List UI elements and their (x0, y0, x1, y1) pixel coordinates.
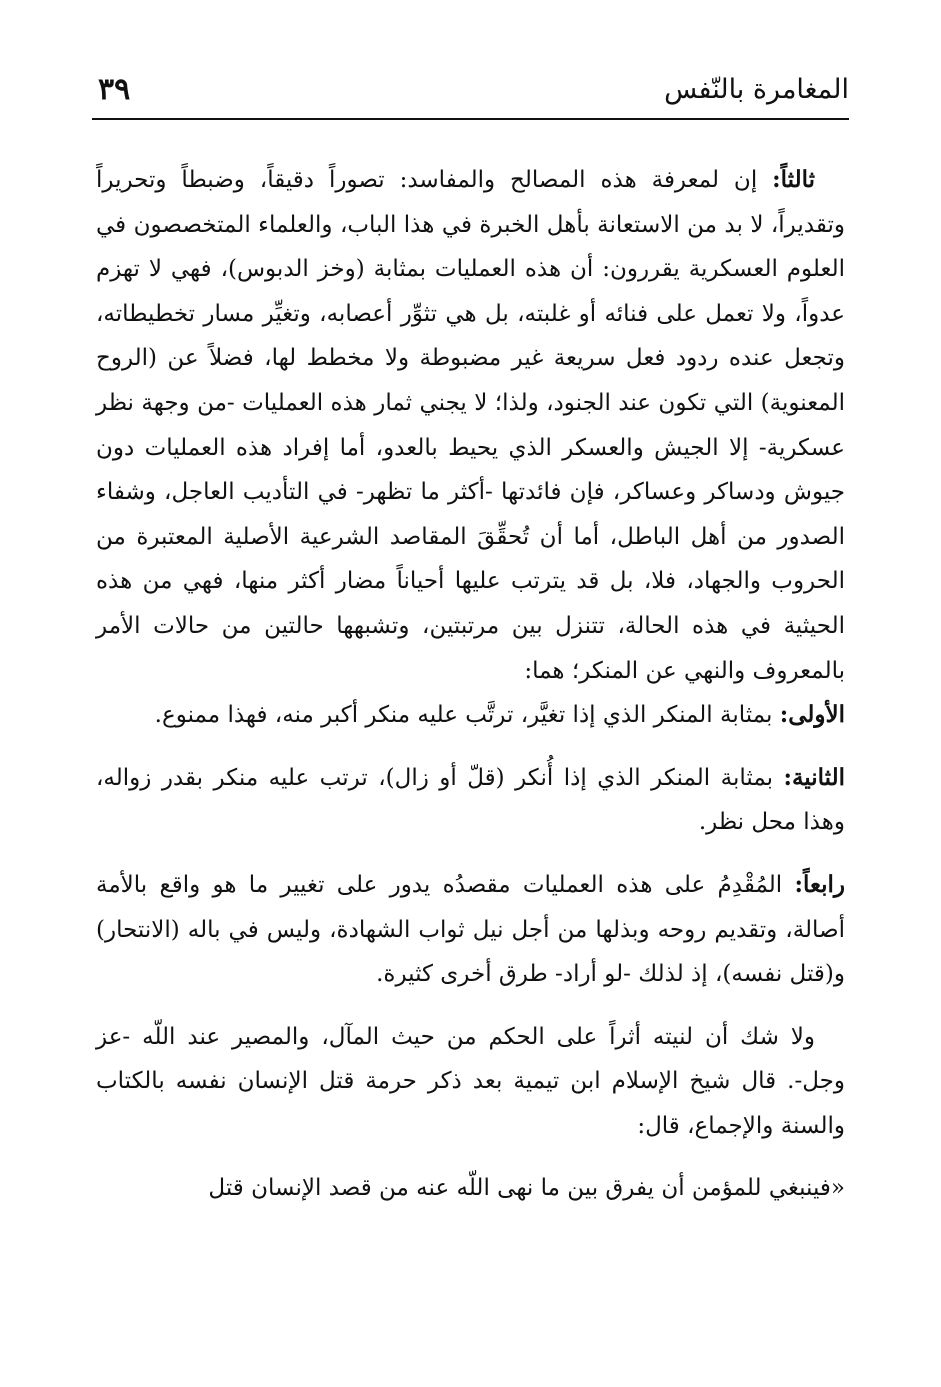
paragraph-text: «فينبغي للمؤمن أن يفرق بين ما نهى اللّه عنه من قصد الإنسان قتل (208, 1175, 845, 1202)
paragraph-lead: الثانية: (783, 763, 845, 791)
paragraph-text: بمثابة المنكر الذي إذا تغيَّر، ترتَّب عليه منكر أكبر منه، فهذا ممنوع. (154, 702, 780, 729)
paragraph-text: ولا شك أن لنيته أثراً على الحكم من حيث المآل، والمصير عند اللّه -عز وجل-. قال شيخ الإسلام ابن تيمية بعد ذكر حرمة قتل الإنسان نفسه بالكتاب والسنة والإجماع، قال: (96, 1023, 845, 1139)
running-title: المغامرة بالنّفس (664, 74, 849, 105)
page-header (92, 68, 849, 118)
page-body (96, 158, 845, 1211)
paragraph-third-point (96, 158, 845, 693)
page-number: ٣٩ (98, 72, 131, 107)
header-rule (92, 118, 849, 120)
paragraph-text: المُقْدِمُ على هذه العمليات مقصدُه يدور على تغيير ما هو واقع بالأمة أصالة، وتقديم روحه وبذلها من أجل نيل ثواب الشهادة، وليس في باله (الانتحار) و(قتل نفسه)، إذ لذلك -لو أراد- طرق أخرى كثيرة. (96, 871, 845, 988)
paragraph-lead: رابعاً: (794, 870, 845, 898)
paragraph-text: بمثابة المنكر الذي إذا أُنكر (قلّ أو زال)، ترتب عليه منكر بقدر زواله، وهذا محل نظر. (96, 764, 845, 836)
paragraph-quote-start (96, 1166, 845, 1211)
paragraph-fourth-point (96, 863, 845, 997)
paragraph-second-case (96, 756, 845, 845)
paragraph-lead: الأولى: (779, 701, 845, 729)
paragraph-text: إن لمعرفة هذه المصالح والمفاسد: تصوراً دقيقاً، وضبطاً وتحريراً وتقديراً، لا بد من الاستعانة بأهل الخبرة في هذا الباب، والعلماء المتخصصون في العلوم العسكرية يقررون: أن هذه العمليات بمثابة (وخز الدبوس)، فهي لا تهزم عدواً، ولا تعمل على فنائه أو غلبته، بل هي تثوِّر أعصابه، وتغيِّر مسار تخطيطاته، وتجعل عنده ردود فعل سريعة غير مضبوطة ولا مخطط لها، فضلاً عن (الروح المعنوية) التي تكون عند الجنود، ولذا؛ لا يجني ثمار هذه العمليات -من وجهة نظر عسكرية- إلا الجيش والعسكر الذي يحيط بالعدو، أما إفراد هذه العمليات دون جيوش ودساكر وعساكر، فإن فائدتها -أكثر ما تظهر- في التأديب العاجل، وشفاء الصدور من أهل الباطل، أما أن تُحقِّقَ المقاصد الشرعية الأصلية المعتبرة من الحروب والجهاد، فلا، بل قد يترتب عليها أحياناً مضار أكثر منها، فهي من هذه الحيثية في هذه الحالة، تتنزل بين مرتبتين، وتشبهها حالتين من حالات الأمر بالمعروف والنهي عن المنكر؛ هما: (96, 167, 845, 684)
paragraph-lead: ثالثاً: (772, 166, 815, 193)
paragraph-first-case (96, 693, 845, 738)
paragraph-intention (96, 1015, 845, 1149)
